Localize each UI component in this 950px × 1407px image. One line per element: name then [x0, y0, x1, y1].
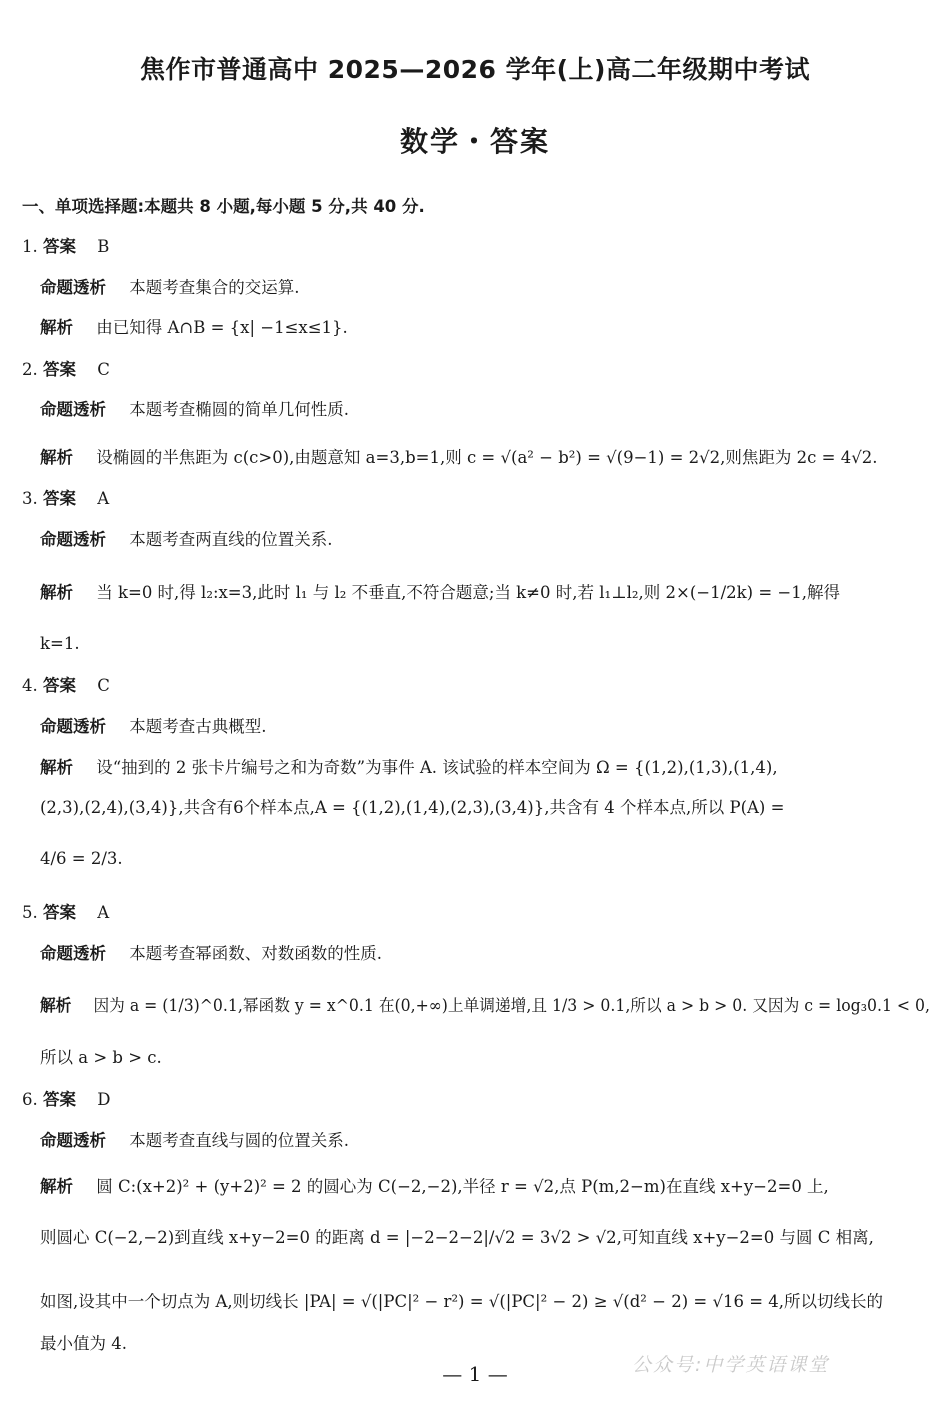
section-heading: 一、单项选择题:本题共 8 小题,每小题 5 分,共 40 分.	[22, 197, 425, 216]
intent-label: 命题透析	[40, 1131, 106, 1150]
q3-analysis-row	[40, 582, 840, 604]
exam-title: 焦作市普通高中 2025—2026 学年(上)高二年级期中考试	[140, 55, 810, 84]
q6-analysis-row	[40, 1176, 829, 1198]
q3-answer-value: A	[97, 489, 110, 508]
analysis-label: 解析	[40, 318, 73, 337]
q4-number: 4.	[22, 676, 38, 695]
q6-analysis-line-4: 最小值为 4.	[40, 1334, 127, 1353]
q4-analysis-line-2: (2,3),(2,4),(3,4)},共含有6个样本点,A = {(1,2),(1,4),(2,3),(3,4)},共含有 4 个样本点,所以 P(A) =	[40, 798, 785, 817]
q5-analysis-line-1: 因为 a = (1/3)^0.1,幂函数 y = x^0.1 在(0,+∞)上单调递增,且 1/3 > 0.1,所以 a > b > 0. 又因为 c = log₃0.1 < 0,	[93, 996, 931, 1015]
answer-label: 答案	[43, 237, 76, 256]
q6-answer-row	[22, 1089, 110, 1111]
analysis-label: 解析	[40, 1177, 73, 1196]
q6-intent-text: 本题考查直线与圆的位置关系.	[129, 1131, 349, 1150]
intent-label: 命题透析	[40, 944, 106, 963]
q2-number: 2.	[22, 360, 38, 379]
q5-intent-row	[40, 943, 382, 965]
q3-intent-row	[40, 529, 333, 551]
q3-analysis-line-1: 当 k=0 时,得 l₂:x=3,此时 l₁ 与 l₂ 不垂直,不符合题意;当 k≠0 时,若 l₁⊥l₂,则 2×(−1/2k) = −1,解得	[96, 583, 840, 602]
q1-analysis-row	[40, 317, 348, 339]
q4-answer-value: C	[97, 676, 110, 695]
q2-answer-value: C	[97, 360, 110, 379]
q2-analysis-line-1: 设椭圆的半焦距为 c(c>0),由题意知 a=3,b=1,则 c = √(a² − b²) = √(9−1) = 2√2,则焦距为 2c = 4√2.	[96, 448, 878, 467]
q5-answer-row	[22, 902, 109, 924]
intent-label: 命题透析	[40, 530, 106, 549]
q1-intent-text: 本题考查集合的交运算.	[129, 278, 300, 297]
q6-number: 6.	[22, 1090, 38, 1109]
q1-analysis-line-1: 由已知得 A∩B = {x| −1≤x≤1}.	[96, 318, 348, 337]
q6-analysis-line-2: 则圆心 C(−2,−2)到直线 x+y−2=0 的距离 d = |−2−2−2|/√2 = 3√2 > √2,可知直线 x+y−2=0 与圆 C 相离,	[40, 1228, 874, 1247]
q5-analysis-line-2: 所以 a > b > c.	[40, 1048, 162, 1067]
answer-label: 答案	[43, 903, 76, 922]
q2-analysis-row	[40, 447, 877, 469]
q5-analysis-row	[40, 995, 930, 1017]
q1-answer-row	[22, 236, 109, 258]
watermark: 公众号:中学英语课堂	[632, 1354, 830, 1376]
answer-label: 答案	[43, 1090, 76, 1109]
intent-label: 命题透析	[40, 400, 106, 419]
intent-label: 命题透析	[40, 717, 106, 736]
q6-intent-row	[40, 1130, 349, 1152]
page-number: — 1 —	[442, 1362, 508, 1386]
q3-number: 3.	[22, 489, 38, 508]
q2-intent-text: 本题考查椭圆的简单几何性质.	[129, 400, 349, 419]
analysis-label: 解析	[40, 758, 73, 777]
q4-analysis-row	[40, 757, 778, 779]
q1-answer-value: B	[97, 237, 110, 256]
q1-number: 1.	[22, 237, 38, 256]
q4-answer-row	[22, 675, 110, 697]
q6-analysis-line-3: 如图,设其中一个切点为 A,则切线长 |PA| = √(|PC|² − r²) = √(|PC|² − 2) ≥ √(d² − 2) = √16 = 4,所以切线长的	[40, 1292, 884, 1311]
q1-intent-row	[40, 277, 300, 299]
exam-subtitle: 数学・答案	[399, 125, 550, 158]
q3-analysis-line-2: k=1.	[40, 634, 80, 653]
answer-label: 答案	[43, 676, 76, 695]
analysis-label: 解析	[40, 996, 72, 1015]
q6-answer-value: D	[97, 1090, 111, 1109]
q4-intent-row	[40, 716, 267, 738]
answer-label: 答案	[43, 360, 76, 379]
q2-intent-row	[40, 399, 349, 421]
q3-intent-text: 本题考查两直线的位置关系.	[129, 530, 333, 549]
q5-answer-value: A	[97, 903, 110, 922]
q3-answer-row	[22, 488, 109, 510]
analysis-label: 解析	[40, 583, 73, 602]
q4-analysis-line-1: 设“抽到的 2 张卡片编号之和为奇数”为事件 A. 该试验的样本空间为 Ω = {(1,2),(1,3),(1,4),	[96, 758, 778, 777]
analysis-label: 解析	[40, 448, 73, 467]
q4-analysis-line-3: 4/6 = 2/3.	[40, 849, 123, 868]
q2-answer-row	[22, 359, 110, 381]
intent-label: 命题透析	[40, 278, 106, 297]
q5-intent-text: 本题考查幂函数、对数函数的性质.	[129, 944, 382, 963]
q6-analysis-line-1: 圆 C:(x+2)² + (y+2)² = 2 的圆心为 C(−2,−2),半径 r = √2,点 P(m,2−m)在直线 x+y−2=0 上,	[96, 1177, 829, 1196]
answer-label: 答案	[43, 489, 76, 508]
q5-number: 5.	[22, 903, 38, 922]
q4-intent-text: 本题考查古典概型.	[129, 717, 267, 736]
